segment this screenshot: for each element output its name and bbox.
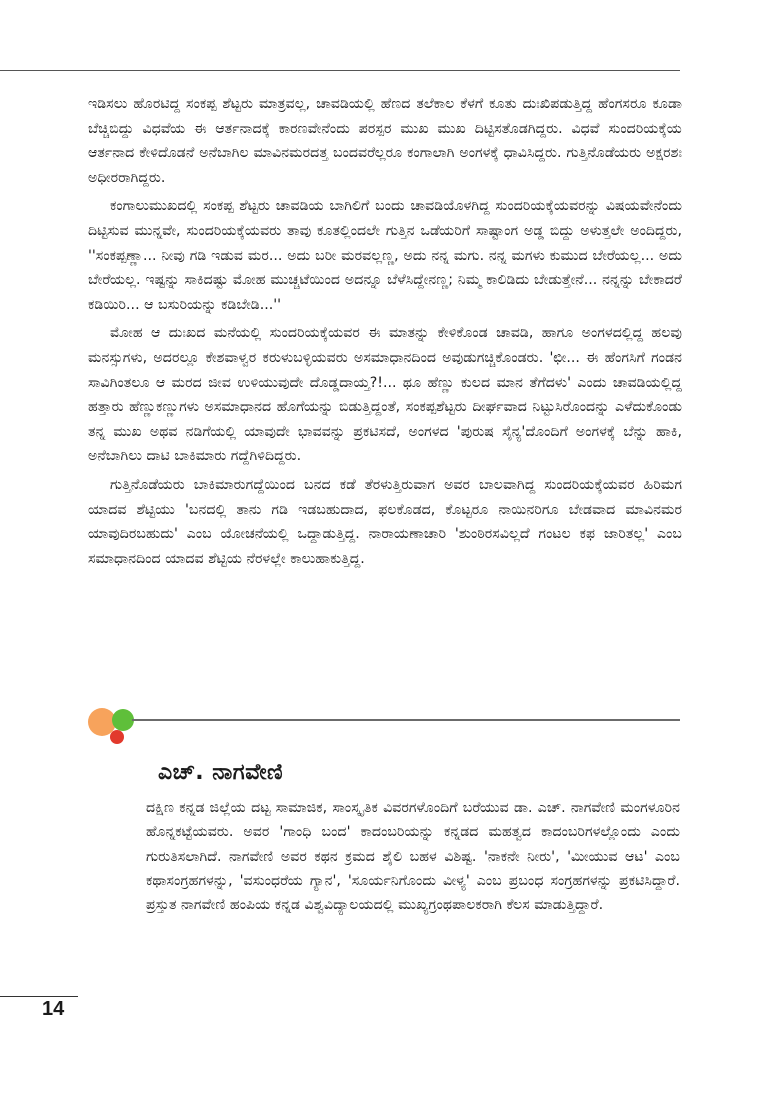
story-body <box>88 92 682 575</box>
story-paragraph: ಇಡಿಸಲು ಹೊರಟಿದ್ದ ಸಂಕಪ್ಪ ಶೆಟ್ಟರು ಮಾತ್ರವಲ್ಲ, ಚಾವಡಿಯಲ್ಲಿ ಹೆಣದ ತಲೆಕಾಲ ಕೆಳಗೆ ಕೂತು ದುಃಖಿಪಡುತ್ತಿದ್ದ ಹೆಂಗಸರೂ ಕೂಡಾ ಬೆಚ್ಚಿಬಿದ್ದು ವಿಧವೆಯ ಈ ಆರ್ತನಾದಕ್ಕೆ ಕಾರಣವೇನೆಂದು ಪರಸ್ಪರ ಮುಖ ಮುಖ ದಿಟ್ಟಿಸತೊಡಗಿದ್ದರು. ವಿಧವೆ ಸುಂದರಿಯಕ್ಕೆಯ ಆರ್ತನಾದ ಕೇಳಿದೊಡನೆ ಅನೆಬಾಗಿಲ ಮಾವಿನಮರದತ್ತ ಬಂದವರೆಲ್ಲರೂ ಕಂಗಾಲಾಗಿ ಅಂಗಳಕ್ಕೆ ಧಾವಿಸಿದ್ದರು. ಗುತ್ತಿನೊಡೆಯರು ಅಕ್ಷರಶಃ ಅಧೀರರಾಗಿದ್ದರು. <box>88 96 682 186</box>
story-paragraph: ಕಂಗಾಲುಮುಖದಲ್ಲಿ ಸಂಕಪ್ಪ ಶೆಟ್ಟರು ಚಾವಡಿಯ ಬಾಗಿಲಿಗೆ ಬಂದು ಚಾವಡಿಯೊಳಗಿದ್ದ ಸುಂದರಿಯಕ್ಕೆಯವರನ್ನು ವಿಷಯವೇನೆಂದು ದಿಟ್ಟಿಸುವ ಮುನ್ನವೇ, ಸುಂದರಿಯಕ್ಕೆಯವರು ತಾವು ಕೂತಲ್ಲಿಂದಲೇ ಗುತ್ತಿನ ಒಡೆಯರಿಗೆ ಸಾಷ್ಟಾಂಗ ಅಡ್ಡ ಬಿದ್ದು ಅಳುತ್ತಲೇ ಅಂದಿದ್ದರು, ''ಸಂಕಪ್ಪಣ್ಣಾ... ನೀವು ಗಡಿ ಇಡುವ ಮರ... ಅದು ಬರೀ ಮರವಲ್ಲಣ್ಣ, ಅದು ನನ್ನ ಮಗು. ನನ್ನ ಮಗಳು ಕುಮುದ ಬೇರೆಯಲ್ಲ... ಅದು ಬೇರೆಯಲ್ಲ. ಇಷ್ಟನ್ನು ಸಾಕಿದಷ್ಟು ಮೋಹ ಮುಚ್ಚಟೆಯಿಂದ ಅದನ್ನೂ ಬೆಳೆಸಿದ್ದೇನಣ್ಣ; ನಿಮ್ಮ ಕಾಲಿಡಿದು ಬೇಡುತ್ತೇನೆ... ನನ್ನನ್ನು ಬೇಕಾದರೆ ಕಡಿಯಿರಿ... ಆ ಬಸುರಿಯನ್ನು ಕಡಿಬೇಡಿ...'' <box>88 198 682 313</box>
page-number: 14 <box>42 998 65 1020</box>
story-paragraph: ಮೋಹ ಆ ದುಃಖದ ಮನೆಯಲ್ಲಿ ಸುಂದರಿಯಕ್ಕೆಯವರ ಈ ಮಾತನ್ನು ಕೇಳಿಕೊಂಡ ಚಾವಡಿ, ಹಾಗೂ ಅಂಗಳದಲ್ಲಿದ್ದ ಹಲವು ಮನಸ್ಸುಗಳು, ಅದರಲ್ಲೂ ಕೇಶವಾಳ್ವರ ಕರುಳುಬಳ್ಳಿಯವರು ಅಸಮಾಧಾನದಿಂದ ಅವುಡುಗಚ್ಚಿಕೊಂಡರು. 'ಛೀ... ಈ ಹೆಂಗಸಿಗೆ ಗಂಡನ ಸಾವಿಗಿಂತಲೂ ಆ ಮರದ ಜೀವ ಉಳಿಯುವುದೇ ದೊಡ್ಡದಾಯ್ತ?!... ಥೂ ಹೆಣ್ಣು ಕುಲದ ಮಾನ ತೆಗೆದಳು' ಎಂದು ಚಾವಡಿಯಲ್ಲಿದ್ದ ಹತ್ತಾರು ಹೆಣ್ಣುಕಣ್ಣುಗಳು ಅಸಮಾಧಾನದ ಹೊಗೆಯನ್ನು ಬಿಡುತ್ತಿದ್ದಂತೆ, ಸಂಕಪ್ಪಶೆಟ್ಟರು ದೀರ್ಘವಾದ ನಿಟ್ಟುಸಿರೊಂದನ್ನು ಎಳೆದುಕೊಂಡು ತನ್ನ ಮುಖ ಅಥವ ನಡಿಗೆಯಲ್ಲಿ ಯಾವುದೇ ಭಾವವನ್ನು ಪ್ರಕಟಿಸದೆ, ಅಂಗಳದ 'ಪುರುಷ ಸೈನ್ಯ'ದೊಂದಿಗೆ ಅಂಗಳಕ್ಕೆ ಬೆನ್ನು ಹಾಕಿ, ಅನೆಬಾಗಿಲು ದಾಟಿ ಬಾಕಿಮಾರು ಗದ್ದೆಗಿಳಿದಿದ್ದರು. <box>88 325 682 465</box>
story-paragraph: ಗುತ್ತಿನೊಡೆಯರು ಬಾಕಿಮಾರುಗದ್ದೆಯಿಂದ ಬನದ ಕಡೆ ತೆರಳುತ್ತಿರುವಾಗ ಅವರ ಬಾಲವಾಗಿದ್ದ ಸುಂದರಿಯಕ್ಕೆಯವರ ಹಿರಿಮಗ ಯಾದವ ಶೆಟ್ಟಿಯು 'ಬನದಲ್ಲಿ ತಾನು ಗಡಿ ಇಡಬಹುದಾದ, ಫಲಕೊಡದ, ಕೊಟ್ಟರೂ ನಾಯಿನರಿಗೂ ಬೇಡವಾದ ಮಾವಿನಮರ ಯಾವುದಿರಬಹುದು' ಎಂಬ ಯೋಚನೆಯಲ್ಲಿ ಒದ್ದಾಡುತ್ತಿದ್ದ. ನಾರಾಯಣಾಚಾರಿ 'ಶುಂಠಿರಸವಿಲ್ಲದೆ ಗಂಟಲ ಕಫ ಜಾರಿತಲ್ಲ' ಎಂಬ ಸಮಾಧಾನದಿಂದ ಯಾದವ ಶೆಟ್ಟಿಯ ನೆರಳಲ್ಲೇ ಕಾಲುಹಾಕುತ್ತಿದ್ದ. <box>88 476 682 567</box>
author-bio: ದಕ್ಷಿಣ ಕನ್ನಡ ಜಿಲ್ಲೆಯ ದಟ್ಟ ಸಾಮಾಜಿಕ, ಸಾಂಸ್ಕೃತಿಕ ವಿವರಗಳೊಂದಿಗೆ ಬರೆಯುವ ಡಾ. ಎಚ್. ನಾಗವೇಣಿ ಮಂಗಳೂರಿನ ಹೊನ್ನಕಟ್ಟೆಯವರು. ಅವರ 'ಗಾಂಧಿ ಬಂದ' ಕಾದಂಬರಿಯನ್ನು ಕನ್ನಡದ ಮಹತ್ವದ ಕಾದಂಬರಿಗಳಲ್ಲೊಂದು ಎಂದು ಗುರುತಿಸಲಾಗಿದೆ. ನಾಗವೇಣಿ ಅವರ ಕಥನ ಕ್ರಮದ ಶೈಲಿ ಬಹಳ ವಿಶಿಷ್ಟ. 'ನಾಕನೇ ನೀರು', 'ಮೀಯುವ ಆಟ' ಎಂಬ ಕಥಾಸಂಗ್ರಹಗಳನ್ನು, 'ವಸುಂಧರೆಯ ಗ್ಯಾನ', 'ಸೂರ್ಯನಿಗೊಂದು ವೀಳ್ಯ' ಎಂಬ ಪ್ರಬಂಧ ಸಂಗ್ರಹಗಳನ್ನು ಪ್ರಕಟಿಸಿದ್ದಾರೆ. ಪ್ರಸ್ತುತ ನಾಗವೇಣಿ ಹಂಪಿಯ ಕನ್ನಡ ವಿಶ್ವವಿದ್ಯಾಲಯದಲ್ಲಿ ಮುಖ್ಯಗ್ರಂಥಪಾಲಕರಾಗಿ ಕೆಲಸ ಮಾಡುತ್ತಿದ್ದಾರೆ. <box>146 800 680 914</box>
top-rule <box>0 70 680 71</box>
decorative-red-dot <box>110 730 124 744</box>
decorative-green-dot <box>112 709 134 731</box>
section-divider <box>88 704 688 754</box>
footer-rule <box>0 996 78 997</box>
author-name: ಎಚ್. ನಾಗವೇಣಿ <box>158 760 284 785</box>
divider-line <box>132 719 680 721</box>
